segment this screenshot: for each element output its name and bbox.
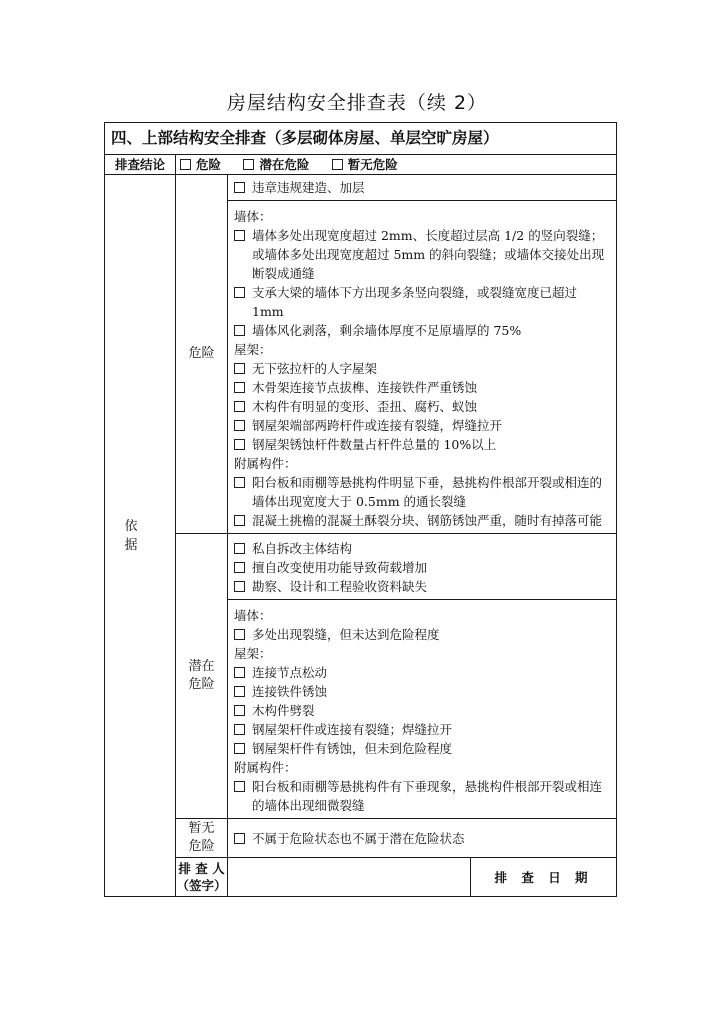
checkbox-icon	[234, 382, 245, 393]
checklist-item[interactable]: 钢屋架杆件有锈蚀，但未到危险程度	[234, 739, 610, 758]
checklist-item[interactable]: 不属于危险状态也不属于潜在危险状态	[234, 829, 610, 848]
checkbox-icon	[234, 724, 245, 735]
conclusion-options	[176, 155, 617, 175]
checklist-item[interactable]: 违章违规建造、加层	[234, 178, 610, 197]
checkbox-icon	[234, 439, 245, 450]
checkbox-icon	[234, 581, 245, 592]
checklist-item[interactable]: 多处出现裂缝，但未达到危险程度	[234, 625, 610, 644]
checkbox-icon	[234, 667, 245, 678]
inspector-label: 排 查 人 （签字）	[176, 858, 228, 897]
checklist-item[interactable]: 墙体多处出现宽度超过 2mm、长度超过层高 1/2 的竖向裂缝；或墙体多处出现宽度超过 5mm 的斜向裂缝；或墙体交接处出现断裂成通缝	[234, 226, 610, 283]
checkbox-icon	[234, 629, 245, 640]
checkbox-icon	[234, 363, 245, 374]
checklist-item[interactable]: 支承大梁的墙体下方出现多条竖向裂缝，或裂缝宽度已超过 1mm	[234, 283, 610, 321]
checklist-item[interactable]: 勘察、设计和工程验收资料缺失	[234, 577, 610, 596]
checkbox-icon	[234, 781, 245, 792]
checkbox-icon	[234, 543, 245, 554]
checklist-item[interactable]: 阳台板和雨棚等悬挑构件明显下垂，悬挑构件根部开裂或相连的墙体出现宽度大于 0.5mm 的通长裂缝	[234, 473, 610, 511]
checkbox-icon	[234, 515, 245, 526]
checkbox-icon	[243, 159, 254, 170]
conclusion-label: 排查结论	[105, 155, 176, 175]
danger-detail-cell	[228, 201, 617, 534]
section-heading: 四、上部结构安全排查（多层砌体房屋、单层空旷房屋）	[105, 123, 617, 155]
checkbox-icon	[180, 159, 191, 170]
checkbox-icon	[234, 420, 245, 431]
potential-general-cell	[228, 534, 617, 600]
checklist-item[interactable]: 木构件有明显的变形、歪扭、腐朽、蚁蚀	[234, 397, 610, 416]
checkbox-icon	[234, 401, 245, 412]
checklist-item[interactable]: 墙体风化剥落，剩余墙体厚度不足原墙厚的 75%	[234, 321, 610, 340]
checklist-item[interactable]: 钢屋架杆件或连接有裂缝；焊缝拉开	[234, 720, 610, 739]
level-label-potential: 潜在 危险	[176, 534, 228, 819]
checkbox-icon	[234, 833, 245, 844]
checklist-item[interactable]: 阳台板和雨棚等悬挑构件有下垂现象，悬挑构件根部开裂或相连的墙体出现细微裂缝	[234, 777, 610, 815]
page-title: 房屋结构安全排查表（续 2）	[226, 92, 488, 114]
attachment-heading: 附属构件：	[234, 456, 297, 471]
attachment-heading: 附属构件：	[234, 760, 297, 775]
checkbox-icon	[234, 230, 245, 241]
wall-heading: 墙体：	[234, 608, 272, 623]
checklist-item[interactable]: 钢屋架端部两跨杆件或连接有裂缝，焊缝拉开	[234, 416, 610, 435]
checkbox-icon	[234, 562, 245, 573]
checkbox-icon	[234, 705, 245, 716]
checklist-item[interactable]: 私自拆改主体结构	[234, 539, 610, 558]
inspection-date-label: 排 查 日 期	[471, 858, 617, 897]
conclusion-option-danger[interactable]: 危险	[180, 157, 221, 172]
roof-heading: 屋架：	[234, 342, 272, 357]
checklist-item[interactable]: 木骨架连接节点拔榫、连接铁件严重锈蚀	[234, 378, 610, 397]
checkbox-icon	[234, 743, 245, 754]
checkbox-icon	[234, 287, 245, 298]
conclusion-option-none[interactable]: 暂无危险	[332, 157, 398, 172]
checklist-item[interactable]: 木构件劈裂	[234, 701, 610, 720]
checklist-item[interactable]: 连接铁件锈蚀	[234, 682, 610, 701]
level-label-danger: 危险	[176, 175, 228, 534]
level-label-none: 暂无 危险	[176, 819, 228, 858]
none-cell	[228, 819, 617, 858]
basis-label: 依 据	[105, 175, 176, 897]
potential-detail-cell	[228, 600, 617, 819]
wall-heading: 墙体：	[234, 209, 272, 224]
inspection-table	[104, 122, 617, 897]
checkbox-icon	[234, 182, 245, 193]
checkbox-icon	[234, 686, 245, 697]
checklist-item[interactable]: 钢屋架锈蚀杆件数量占杆件总量的 10%以上	[234, 435, 610, 454]
checklist-item[interactable]: 混凝土挑檐的混凝土酥裂分块、钢筋锈蚀严重，随时有掉落可能	[234, 511, 610, 530]
checklist-item[interactable]: 无下弦拉杆的人字屋架	[234, 359, 610, 378]
checkbox-icon	[234, 325, 245, 336]
danger-general-cell	[228, 175, 617, 201]
checklist-item[interactable]: 连接节点松动	[234, 663, 610, 682]
checklist-item[interactable]: 擅自改变使用功能导致荷载增加	[234, 558, 610, 577]
roof-heading: 屋架：	[234, 646, 272, 661]
checkbox-icon	[234, 477, 245, 488]
inspector-signature-field[interactable]	[228, 858, 471, 897]
checkbox-icon	[332, 159, 343, 170]
conclusion-option-potential[interactable]: 潜在危险	[243, 157, 309, 172]
